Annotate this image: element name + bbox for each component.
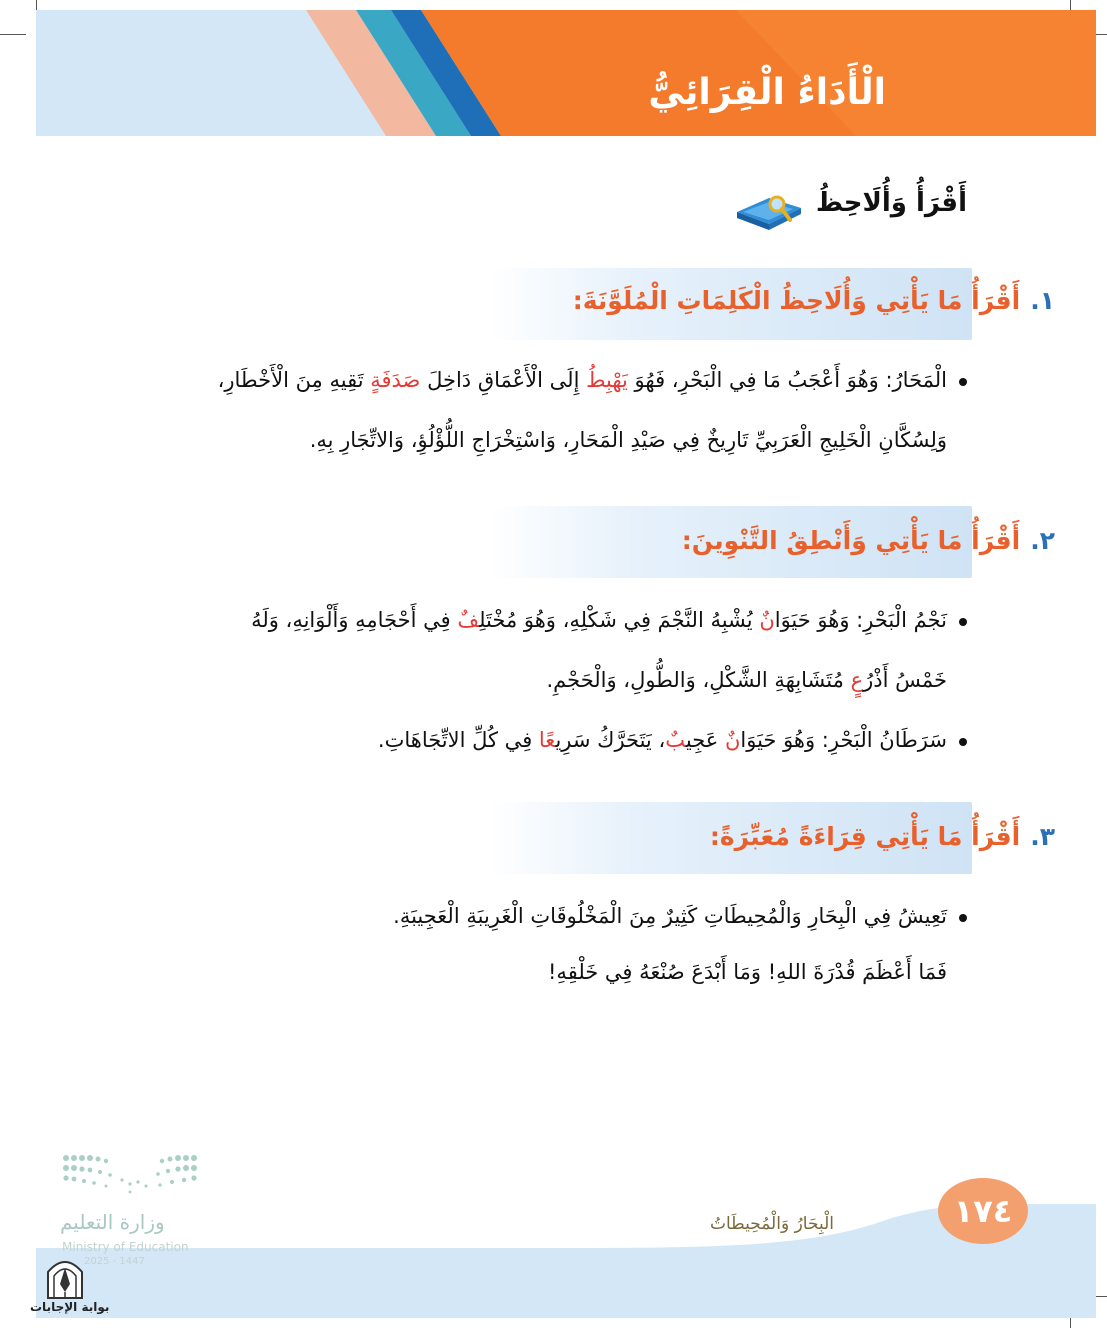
bullet: [959, 738, 967, 746]
highlighted-letter: نٌ: [759, 608, 775, 632]
ministry-name-ar: وزارة التعليم: [60, 1210, 165, 1234]
exercise-number: ٢.: [1030, 526, 1055, 555]
instruction-3: [710, 822, 1055, 851]
bullet: [959, 378, 967, 386]
page-title: الْأَدَاءُ الْقِرَائِيُّ: [648, 72, 886, 113]
bullet: [959, 618, 967, 626]
book-icon: [735, 190, 803, 232]
instruction-1: [573, 286, 1055, 315]
paragraph-line: [548, 960, 947, 984]
crop-mark: [0, 34, 26, 35]
instruction-text: أَقْرَأُ مَا يَأْتِي قِرَاءَةً مُعَبِّرَةً:: [709, 822, 1021, 851]
highlighted-word: يَهْبِطُ: [586, 368, 628, 392]
text-run: فِي أَحْجَامِهِ وَأَلْوَانِهِ، وَلَهُ: [251, 608, 458, 632]
text-run: خَمْسُ أَذْرُ: [863, 668, 947, 692]
instruction-text: أَقْرَأُ مَا يَأْتِي وَأَنْطِقُ التَّنْوِينَ:: [681, 526, 1021, 555]
edition-year: 2025 - 1447: [84, 1256, 145, 1267]
page-number: ١٧٤: [938, 1178, 1028, 1244]
text-run: فِي كُلِّ الاتِّجَاهَاتِ.: [377, 728, 539, 752]
text-run: وَلِسُكَّانِ الْخَلِيجِ الْعَرَبِيِّ تَارِيخٌ فِي صَيْدِ الْمَحَارِ، وَاسْتِخْرَاجِ اللُّؤْلُؤِ، وَالاتِّجَارِ بِهِ.: [309, 428, 947, 452]
exercise-number: ١.: [1030, 286, 1055, 315]
header-stripes: [36, 10, 1096, 136]
instruction-text: أَقْرَأُ مَا يَأْتِي وَأُلَاحِظُ الْكَلِمَاتِ الْمُلَوَّنَةَ:: [572, 286, 1021, 315]
text-run: تَعِيشُ فِي الْبِحَارِ وَالْمُحِيطَاتِ كَثِيرٌ مِنَ الْمَخْلُوقَاتِ الْغَرِيبَةِ الْعَجِيبَةِ.: [393, 904, 947, 928]
highlighted-word: صَدَفَةٍ: [370, 368, 421, 392]
section-heading: أَقْرَأُ وَأُلَاحِظُ: [815, 188, 967, 218]
highlighted-letter: عٍ: [850, 668, 864, 692]
text-run: فَمَا أَعْظَمَ قُدْرَةَ اللهِ! وَمَا أَبْدَعَ صُنْعَهُ فِي خَلْقِهِ!: [548, 960, 947, 984]
text-run: مُتَشَابِهَةِ الشَّكْلِ، وَالطُّولِ، وَالْحَجْمِ.: [546, 668, 851, 692]
text-run: يُشْبِهُ النَّجْمَ فِي شَكْلِهِ، وَهُوَ مُخْتَلِ: [479, 608, 760, 632]
text-run: نَجْمُ الْبَحْرِ: وَهُوَ حَيَوَا: [774, 608, 947, 632]
portal-logo-icon: [44, 1254, 86, 1300]
paragraph-line: [393, 904, 947, 928]
paragraph-line: [546, 668, 947, 692]
header-banner: [36, 10, 1096, 136]
ministry-name-en: Ministry of Education: [62, 1240, 189, 1254]
paragraph-line: [218, 368, 947, 392]
bullet: [959, 914, 967, 922]
paragraph-line: [310, 428, 947, 452]
highlighted-letter: نٌ: [724, 728, 741, 752]
text-run: تَقِيهِ مِنَ الْأَخْطَارِ،: [217, 368, 371, 392]
highlighted-letter: بٌ: [665, 728, 686, 752]
text-run: عَجِي: [685, 728, 725, 752]
paragraph-line: [251, 608, 947, 632]
instruction-2: [682, 526, 1055, 555]
ministry-logo-icon: [60, 1152, 200, 1202]
portal-name: بوابة الإجابات: [30, 1300, 110, 1314]
paragraph-line: [378, 728, 947, 752]
highlighted-letter: عًا: [538, 728, 556, 752]
exercise-number: ٣.: [1030, 822, 1055, 851]
text-run: الْمَحَارُ: وَهُوَ أَعْجَبُ مَا فِي الْبَحْرِ، فَهُوَ: [627, 368, 947, 392]
highlighted-letter: فٌ: [457, 608, 480, 632]
text-run: ، يَتَحَرَّكُ سَرِي: [555, 728, 666, 752]
unit-title: الْبِحَارُ وَالْمُحِيطَاتُ: [710, 1214, 834, 1234]
text-run: إِلَى الْأَعْمَاقِ دَاخِلَ: [420, 368, 587, 392]
text-run: سَرَطَانُ الْبَحْرِ: وَهُوَ حَيَوَا: [740, 728, 947, 752]
